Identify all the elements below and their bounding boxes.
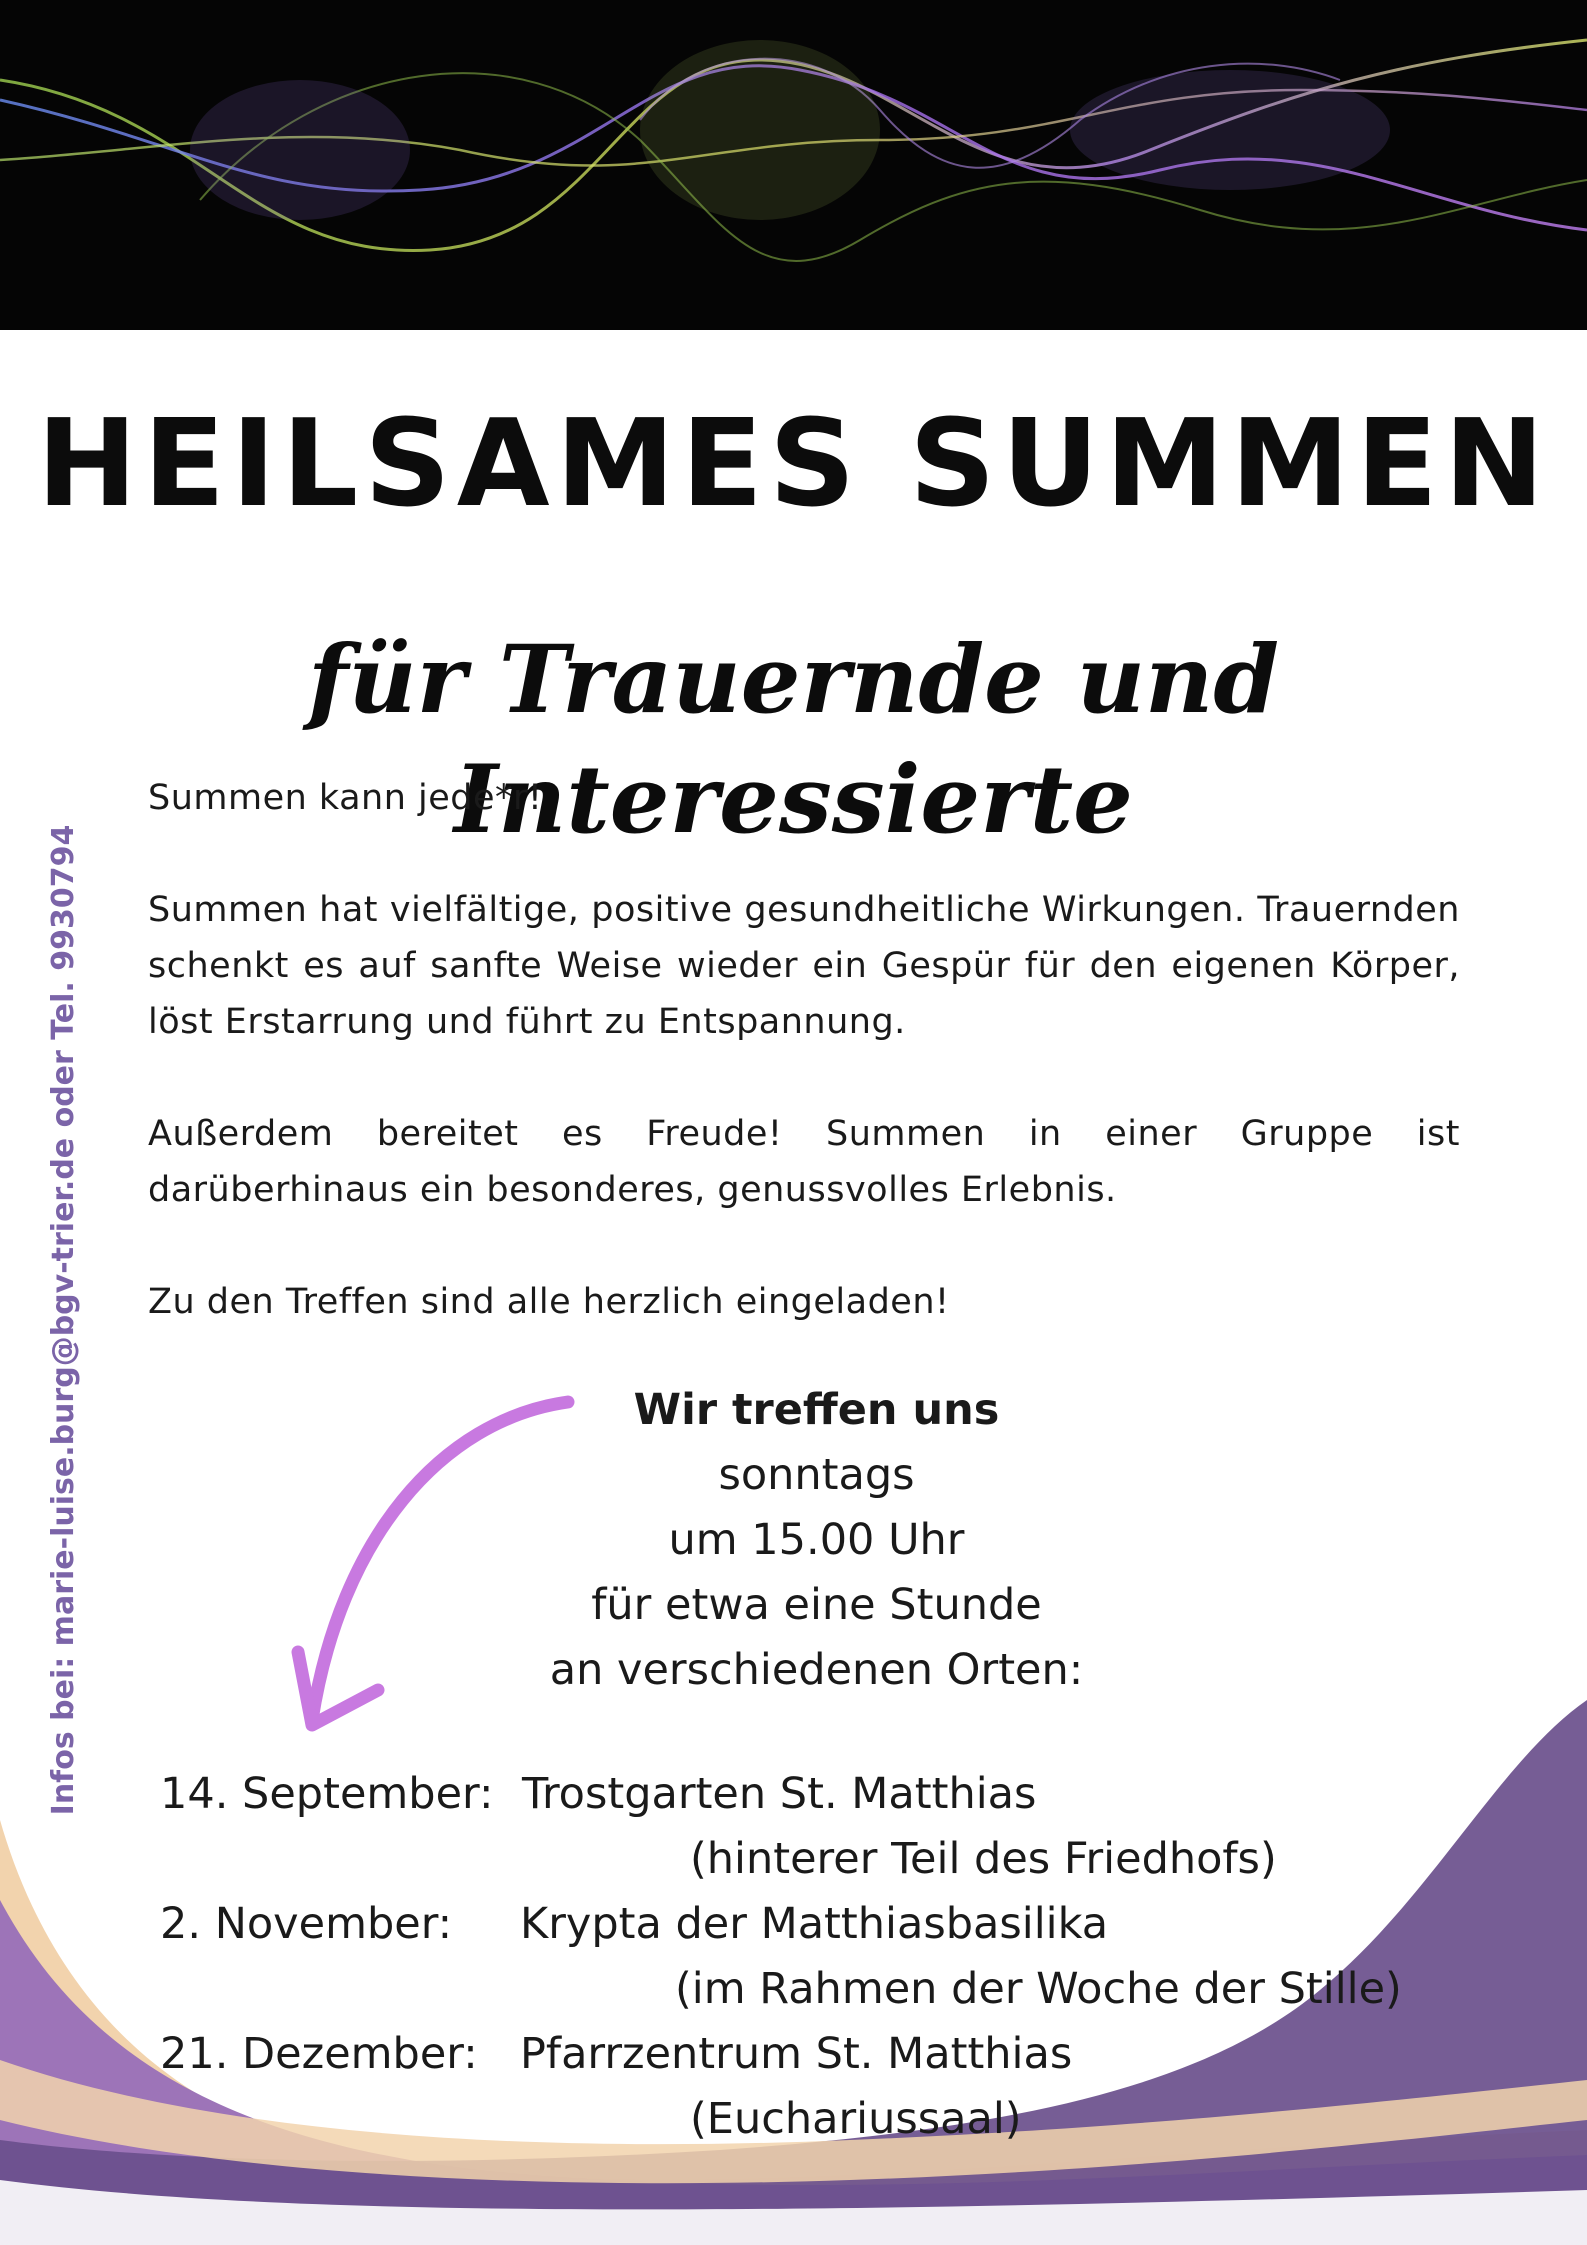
meeting-info	[520, 1378, 1113, 1703]
schedule-note-row	[160, 1827, 1460, 1892]
meeting-line: für etwa eine Stunde	[591, 1580, 1042, 1630]
schedule-date: 2. November:	[160, 1899, 453, 1949]
schedule-note: (hinterer Teil des Friedhofs)	[690, 1834, 1277, 1884]
header-banner	[0, 0, 1587, 330]
schedule-row	[160, 2022, 1460, 2087]
schedule-place: Trostgarten St. Matthias	[522, 1769, 1037, 1819]
schedule-note-row	[160, 1957, 1460, 2022]
light-ribbons-graphic	[0, 0, 1587, 330]
page-title: HEILSAMES SUMMEN	[36, 395, 1551, 534]
meeting-heading: Wir treffen uns	[633, 1385, 1000, 1435]
schedule-row	[160, 1892, 1460, 1957]
schedule-note: (Euchariussaal)	[690, 2094, 1022, 2144]
schedule-list	[160, 1762, 1460, 2152]
schedule-note: (im Rahmen der Woche der Stille)	[675, 1964, 1402, 2014]
schedule-row	[160, 1762, 1460, 1827]
meeting-line: an verschiedenen Orten:	[549, 1645, 1084, 1695]
paragraph: Summen kann jede*r!	[148, 778, 543, 818]
paragraph: Außerdem bereitet es Freude! Summen in einer Gruppe ist darüberhinaus ein besonderes, genussvolles Erlebnis.	[148, 1114, 1460, 1210]
schedule-place: Pfarrzentrum St. Matthias	[520, 2029, 1073, 2079]
paragraph: Zu den Treffen sind alle herzlich eingeladen!	[148, 1282, 950, 1322]
page-subtitle: für Trauernde und Interessierte	[307, 625, 1280, 855]
schedule-date: 21. Dezember:	[160, 2029, 478, 2079]
meeting-line: sonntags	[718, 1450, 915, 1500]
contact-info: Infos bei: marie-luise.burg@bgv-trier.de oder Tel. 9930794	[46, 824, 81, 1816]
meeting-line: um 15.00 Uhr	[668, 1515, 965, 1565]
paragraph: Summen hat vielfältige, positive gesundheitliche Wirkungen. Trauernden schenkt es auf sanfte Weise wieder ein Gespür für den eigenen Körper, löst Erstarrung und führt zu Entspannung.	[148, 890, 1460, 1042]
schedule-note-row	[160, 2087, 1460, 2152]
schedule-date: 14. September:	[160, 1769, 494, 1819]
schedule-place: Krypta der Matthiasbasilika	[520, 1899, 1109, 1949]
intro-text	[148, 770, 1460, 1386]
